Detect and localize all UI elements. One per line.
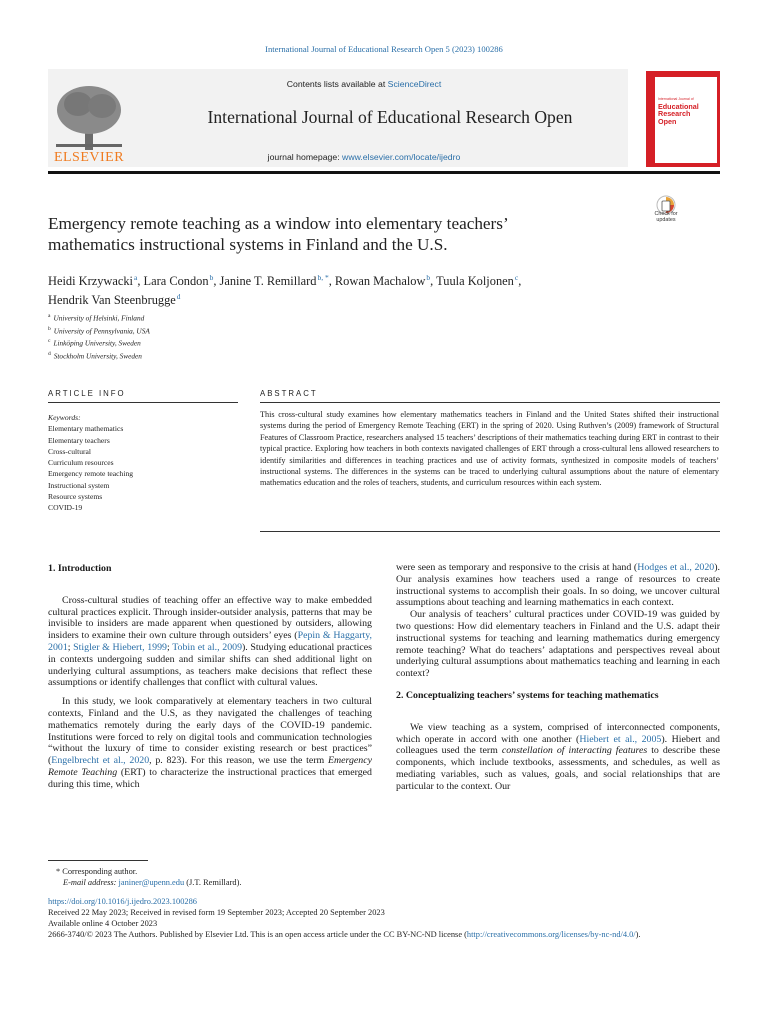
author-affiliation-mark[interactable]: b, * <box>317 273 329 282</box>
affiliation-text: University of Helsinki, Finland <box>53 313 145 323</box>
footnotes <box>48 866 720 941</box>
affiliation-mark: b <box>48 325 51 332</box>
received-dates: Received 22 May 2023; Received in revised form 19 September 2023; Accepted 20 September 2023 <box>48 907 385 917</box>
author-name[interactable]: Lara Condon <box>143 274 209 288</box>
author-separator: , <box>137 274 144 288</box>
author-affiliation-mark[interactable]: b <box>426 273 431 282</box>
author-name[interactable]: Janine T. Remillard <box>219 274 317 288</box>
license-text: 2666-3740/© 2023 The Authors. Published by Elsevier Ltd. This is an open access article under the CC BY-NC-ND license (http://creativecommons.org/licenses/by-nc-nd/4.0/). <box>48 930 641 940</box>
keyword: Curriculum resources <box>48 458 114 468</box>
contents-line <box>200 79 528 89</box>
paragraph: Our analysis of teachers’ cultural practices under COVID-19 was guided by two questions: How did elementary teachers in Finland and the U.S. adapt their instructional systems for teaching and learning mathematics during emergency remote teaching? What do teachers’ adaptations and perspectives reveal about underlying cultural assumptions about mathematics teaching and learning in each context? <box>396 609 720 680</box>
body-column-left <box>48 563 372 791</box>
citation-link[interactable]: Hiebert et al., 2005 <box>579 733 662 745</box>
author-name[interactable]: Heidi Krzywacki <box>48 274 133 288</box>
affiliation-text: Linköping University, Sweden <box>53 338 141 348</box>
citation-link[interactable]: Tobin et al., 2009 <box>172 641 243 653</box>
author-name[interactable]: Hendrik Van Steenbrugge <box>48 293 176 307</box>
section-heading-introduction: 1. Introduction <box>48 563 112 574</box>
homepage-link[interactable]: www.elsevier.com/locate/ijedro <box>342 152 461 162</box>
author-affiliation-mark[interactable]: a <box>133 273 138 282</box>
paragraph: In this study, we look comparatively at elementary teachers in two cultural contexts, Finland and the U.S, as they navigated the challenges of teaching mathematics remotely during the early days of the COVID-19 pandemic. Institutions were forced to rely on digital tools and communication technologies “without the luxury of time to consider existing research or best practices” (Engelbrecht et al., 2020, p. 823). For this reason, we use the term Emergency Remote Teaching (ERT) to characterize the instructional practices that emerged during this time, which <box>48 696 372 790</box>
affiliation-item <box>48 349 348 362</box>
check-label-line: updates <box>656 217 676 223</box>
email-line: E-mail address: janiner@upenn.edu (J.T. Remillard). <box>63 878 242 888</box>
author-separator: , <box>328 274 335 288</box>
article-info-heading: ARTICLE INFO <box>48 389 126 398</box>
body-column-right <box>396 562 720 793</box>
corresponding-author-note: * Corresponding author. <box>56 867 138 876</box>
author-affiliation-mark[interactable]: c <box>514 273 519 282</box>
keyword: Cross-cultural <box>48 446 92 456</box>
homepage-line <box>200 152 528 162</box>
citation-link[interactable]: Hodges et al., 2020 <box>637 562 715 573</box>
keyword: Elementary teachers <box>48 435 110 445</box>
section-heading-conceptualizing: 2. Conceptualizing teachers’ systems for teaching mathematics <box>396 689 659 701</box>
citation-link[interactable]: Stigler & Hiebert, 1999 <box>73 641 167 653</box>
author-separator: , <box>430 274 437 288</box>
author-list <box>48 270 648 308</box>
abstract-rule <box>260 402 720 403</box>
affiliation-mark: c <box>48 338 51 345</box>
abstract-text: This cross-cultural study examines how elementary mathematics teachers in Finland and the United States shifted their instructional systems during the period of Emergency Remote Teaching (ERT) in the spring of 2020. Using Ruthven’s (2009) framework of Structural Features of Classroom Practice, researchers analysed 15 teachers’ descriptions of their mathematics teaching during ERT in contrast to their typical practice. Exploring how teachers in both contexts navigated challenges of ERT through a cross-cultural lens allowed researchers to identify similarities and differences in teaching practices and use of activity formats, synthesized in composite models of teachers’ instructional systems. The differences in the systems can be traced to underlying cultural assumptions about the nature of elementary mathematics education and the roles of teachers, students, and curriculum resources within each system. <box>260 410 719 488</box>
keywords-block <box>48 412 238 514</box>
paragraph: Cross-cultural studies of teaching offer an effective way to make embedded cultural practices explicit. Through insider-outsider analysis, patterns that may be invisible to insiders are made apparent when questioned by outsiders, allowing insiders to examine their own culture through outsiders’ eyes (Pepin & Haggarty, 2001; Stigler & Hiebert, 1999; Tobin et al., 2009). Studying educational practices in contexts undergoing sudden and similar shifts can shed additional light on underlying cultural assumptions, as teachers make decisions that reflect these assumptions or identify challenges that conflict with cultural values. <box>48 594 373 689</box>
affiliation-item <box>48 324 348 337</box>
keywords-label: Keywords: <box>48 413 81 422</box>
header-divider <box>48 171 720 174</box>
affiliation-text: University of Pennsylvania, USA <box>53 326 150 336</box>
sciencedirect-link[interactable]: ScienceDirect <box>387 79 442 89</box>
article-info-rule <box>48 402 238 403</box>
check-for-updates-label[interactable] <box>646 211 686 223</box>
license-link[interactable]: http://creativecommons.org/licenses/by-nc-nd/4.0/ <box>466 930 636 940</box>
keyword: Resource systems <box>48 492 103 502</box>
author-separator: , <box>213 274 220 288</box>
paragraph: We view teaching as a system, comprised of interconnected components, which operate in accord with one another (Hiebert et al., 2005). Hiebert and colleagues used the term constellation of interacting features to describe these components, which include textbooks, assessments, and schedules, as well as mediating variables, such as values, goals, and social relationships that are particular to the context. Our <box>396 721 720 792</box>
footnote-rule <box>48 860 148 861</box>
elsevier-wordmark: ELSEVIER <box>53 150 125 165</box>
author-affiliation-mark[interactable]: b <box>209 273 214 282</box>
author-separator: , <box>518 274 522 288</box>
keyword: Elementary mathematics <box>48 424 124 434</box>
affiliation-mark: d <box>48 350 51 357</box>
journal-title: International Journal of Educational Research Open <box>207 107 573 127</box>
author-name[interactable]: Rowan Machalow <box>334 274 426 288</box>
doi-link[interactable]: https://doi.org/10.1016/j.ijedro.2023.100286 <box>48 896 197 906</box>
paragraph: were seen as temporary and responsive to the crisis at hand (Hodges et al., 2020). Our analysis examines how teachers used a range of resources to create instructional systems to accomplish their goals. In so doing, we uncover cultural assumptions about teaching and learning mathematics in each context. <box>396 562 720 609</box>
affiliation-item <box>48 311 348 324</box>
keyword: COVID-19 <box>48 503 83 513</box>
email-link[interactable]: janiner@upenn.edu <box>118 878 185 888</box>
author-affiliation-mark[interactable]: d <box>176 292 181 301</box>
cover-line: Open <box>658 116 677 126</box>
citation-link[interactable]: Pepin & Haggarty, 2001 <box>48 630 372 653</box>
abstract-heading: ABSTRACT <box>260 389 318 398</box>
cover-small-text: International Journal of <box>658 97 694 101</box>
keyword: Emergency remote teaching <box>48 469 134 479</box>
cover-line: Educational <box>658 102 699 111</box>
contents-prefix: Contents lists available at <box>286 79 386 89</box>
article-title <box>48 213 628 256</box>
homepage-prefix: journal homepage: <box>267 152 340 162</box>
cover-title <box>658 103 699 125</box>
abstract-bottom-rule <box>260 531 720 532</box>
keyword: Instructional system <box>48 480 110 490</box>
affiliation-mark: a <box>48 313 51 319</box>
available-online: Available online 4 October 2023 <box>48 919 158 929</box>
title-line: Emergency remote teaching as a window into elementary teachers’ <box>48 214 509 233</box>
author-name[interactable]: Tuula Koljonen <box>436 274 514 288</box>
affiliation-list <box>48 311 348 362</box>
journal-cover[interactable] <box>646 71 720 167</box>
journal-citation[interactable]: International Journal of Educational Research Open 5 (2023) 100286 <box>265 44 503 54</box>
check-label-line: Check for <box>654 211 678 217</box>
affiliation-text: Stockholm University, Sweden <box>53 351 142 361</box>
title-line: mathematics instructional systems in Finland and the U.S. <box>48 235 448 255</box>
affiliation-item <box>48 336 348 349</box>
cover-line: Research <box>658 109 691 119</box>
citation-link[interactable]: Engelbrecht et al., 2020 <box>51 755 150 767</box>
